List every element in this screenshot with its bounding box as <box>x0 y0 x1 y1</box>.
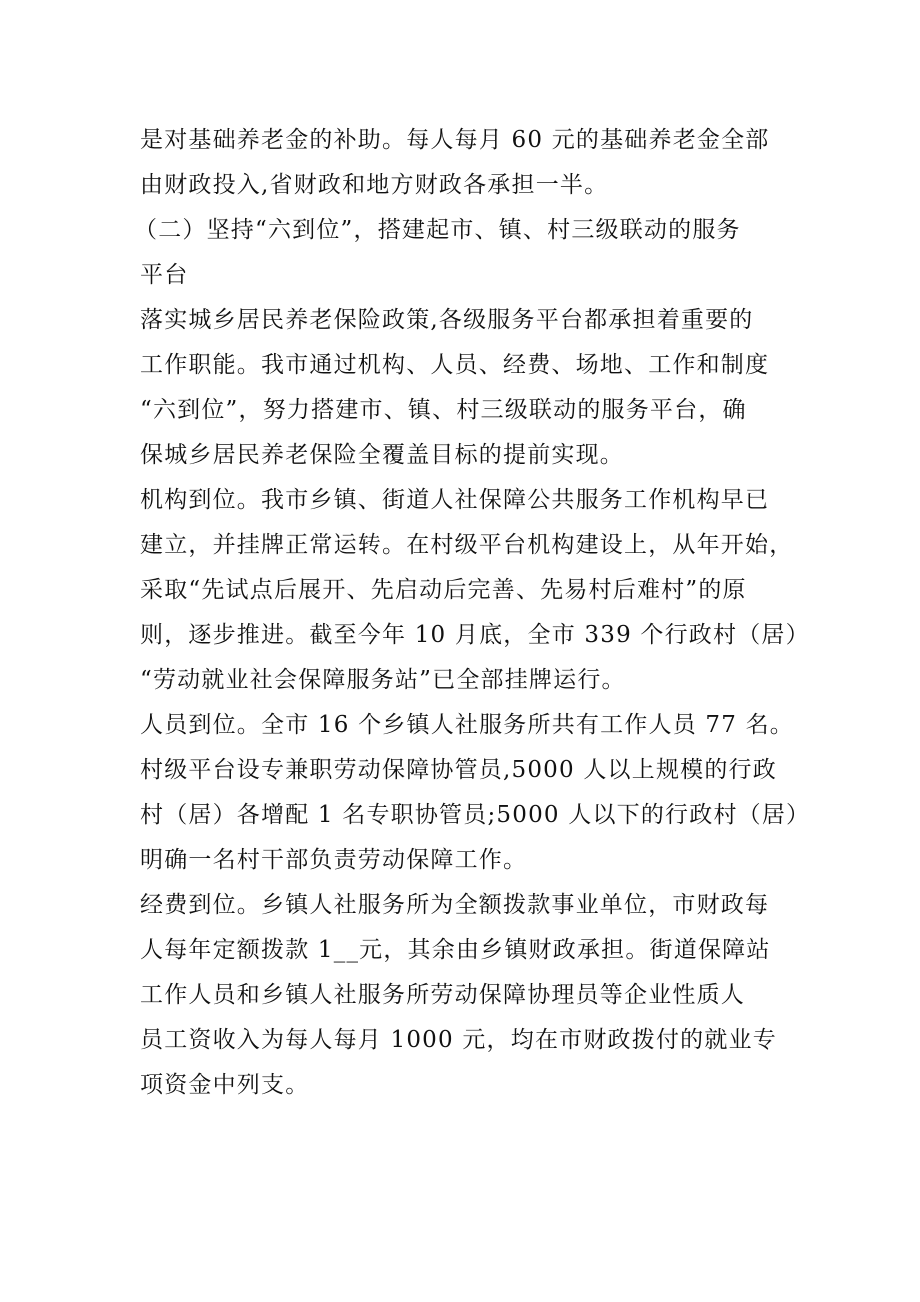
text-line: 落实城乡居民养老保险政策,各级服务平台都承担着重要的 <box>140 307 754 333</box>
text-line: 人每年定额拨款 1__元，其余由乡镇财政承担。街道保障站 <box>140 937 771 963</box>
text-line: “劳动就业社会保障服务站”已全部挂牌运行。 <box>140 667 626 693</box>
text-line: “六到位”，努力搭建市、镇、村三级联动的服务平台，确 <box>140 397 747 423</box>
text-line: 是对基础养老金的补助。每人每月 60 元的基础养老金全部 <box>140 127 770 153</box>
text-line: 保城乡居民养老保险全覆盖目标的提前实现。 <box>140 442 624 468</box>
text-line: 建立，并挂牌正常运转。在村级平台机构建设上，从年开始， <box>140 532 794 558</box>
text-line: 工作职能。我市通过机构、人员、经费、场地、工作和制度 <box>140 352 770 378</box>
text-line: 则，逐步推进。截至今年 10 月底，全市 339 个行政村（居） <box>140 622 810 648</box>
text-line: 村级平台设专兼职劳动保障协管员,5000 人以上规模的行政 <box>140 757 777 783</box>
text-line: 人员到位。全市 16 个乡镇人社服务所共有工作人员 77 名。 <box>140 712 794 738</box>
text-line: 村（居）各增配 1 名专职协管员;5000 人以下的行政村（居） <box>140 802 811 828</box>
text-line: 经费到位。乡镇人社服务所为全额拨款事业单位，市财政每 <box>140 892 770 918</box>
text-line: 项资金中列支。 <box>140 1072 310 1098</box>
text-line: 由财政投入,省财政和地方财政各承担一半。 <box>140 172 609 198</box>
section-heading-line: 平台 <box>140 262 189 288</box>
text-line: 员工资收入为每人每月 1000 元，均在市财政拨付的就业专 <box>140 1027 777 1053</box>
text-line: 采取“先试点后展开、先启动后完善、先易村后难村”的原 <box>140 577 747 603</box>
text-line: 明确一名村干部负责劳动保障工作。 <box>140 847 528 873</box>
document-body <box>134 118 811 1108</box>
text-line: 工作人员和乡镇人社服务所劳动保障协理员等企业性质人 <box>140 982 745 1008</box>
section-heading-line: （二）坚持“六到位”，搭建起市、镇、村三级联动的服务 <box>134 217 741 243</box>
text-line: 机构到位。我市乡镇、街道人社保障公共服务工作机构早已 <box>140 487 770 513</box>
